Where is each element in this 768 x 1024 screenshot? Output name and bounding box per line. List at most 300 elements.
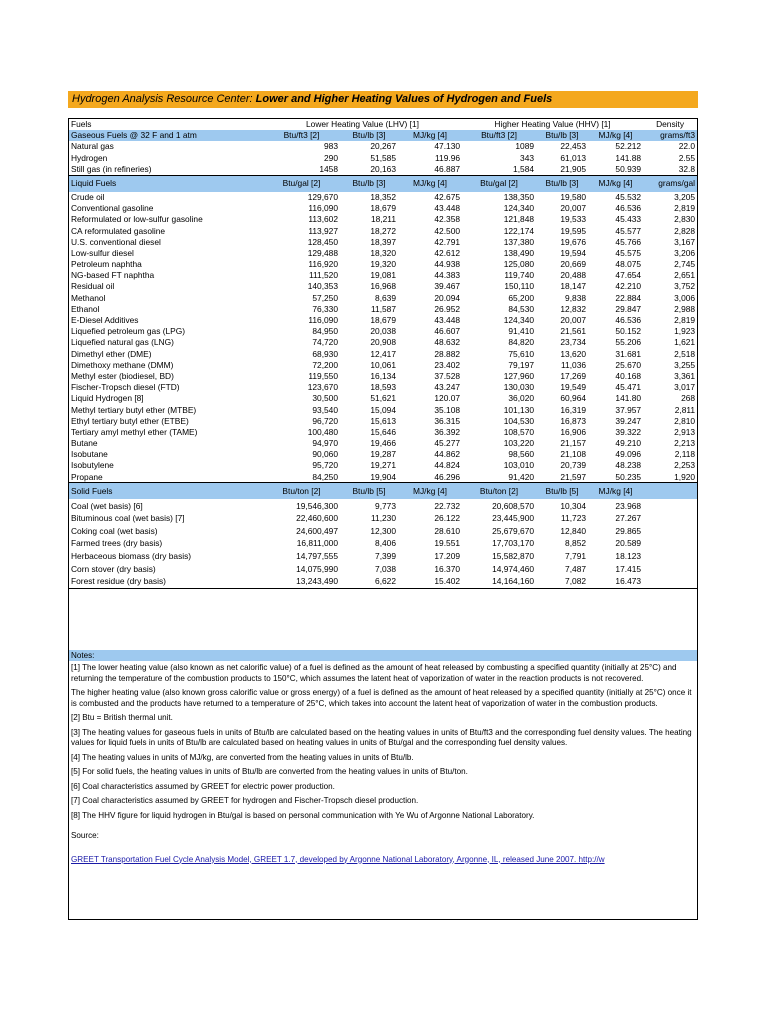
note-item: The higher heating value (also known gross calorific value or gross energy) of a fuel is defined as the amount of heat released by a specified quantity (initially at 25°C) once it is combusted and the products have returned to a temperature of 25°C, which takes into account the latent heat of vaporization of water in the combustion products. xyxy=(71,688,692,708)
hhv-value: 101,130 xyxy=(503,404,535,415)
hhv-value: 49.096 xyxy=(615,449,642,460)
fuel-row xyxy=(69,259,697,270)
hhv-value: 12,832 xyxy=(560,303,587,314)
fuel-row xyxy=(69,192,697,203)
fuel-name: Hydrogen xyxy=(71,152,108,163)
gaseous-unit-header: Btu/ft3 [2] xyxy=(263,130,340,141)
lhv-value: 120.07 xyxy=(434,393,461,404)
gaseous-section-label: Gaseous Fuels @ 32 F and 1 atm xyxy=(69,130,263,141)
lhv-value: 46.607 xyxy=(434,326,461,337)
gaseous-unit-header: Btu/ft3 [2] xyxy=(462,130,536,141)
fuel-name: Reformulated or low-sulfur gasoline xyxy=(71,214,203,225)
fuel-row xyxy=(69,415,697,426)
gaseous-unit-header: grams/ft3 xyxy=(643,130,697,141)
lhv-value: 11,587 xyxy=(371,303,396,314)
hhv-value: 21,108 xyxy=(560,449,587,460)
density-value: 22.0 xyxy=(678,141,696,152)
fuel-row xyxy=(69,225,697,236)
hhv-value: 65,200 xyxy=(508,292,535,303)
lhv-value: 15.402 xyxy=(398,575,462,588)
fuel-row xyxy=(69,326,697,337)
lhv-value: 24,600,497 xyxy=(296,525,338,536)
fuel-name: Isobutane xyxy=(71,449,108,460)
hhv-value: 19,595 xyxy=(560,225,587,236)
lhv-value: 47.130 xyxy=(434,141,461,152)
source-link[interactable]: GREET Transportation Fuel Cycle Analysis Model, GREET 1.7, developed by Argonne National Laboratory, Argonne, IL, released June 2007. http://w xyxy=(71,854,605,864)
density-value: 1,923 xyxy=(674,326,696,337)
heating-values-sheet xyxy=(68,118,698,920)
lhv-value: 111,520 xyxy=(308,270,338,281)
lhv-value: 1458 xyxy=(263,163,340,175)
solid-unit-header: Btu/lb [5] xyxy=(536,483,588,500)
fuel-name: Crude oil xyxy=(71,191,105,202)
lhv-value: 18,593 xyxy=(370,382,396,393)
lhv-value: 36.392 xyxy=(434,426,461,437)
lhv-value: 18,272 xyxy=(370,225,396,236)
density-value: 32.8 xyxy=(643,163,697,175)
lhv-value: 42.612 xyxy=(434,247,461,258)
hhv-value: 29.865 xyxy=(615,525,642,536)
lhv-value: 19,546,300 xyxy=(296,500,338,511)
lhv-value: 7,038 xyxy=(375,563,396,574)
lhv-value: 9,773 xyxy=(375,500,396,511)
density-value: 2,213 xyxy=(674,438,696,449)
hhv-value: 16,873 xyxy=(560,415,587,426)
hhv-value: 45.575 xyxy=(615,247,642,258)
lhv-value: 13,243,490 xyxy=(263,575,340,588)
density-value: 1,621 xyxy=(674,337,696,348)
lhv-value: 113,602 xyxy=(308,214,338,225)
hhv-value: 25.670 xyxy=(615,359,642,370)
lhv-value: 20.094 xyxy=(434,292,461,303)
fuel-name: Butane xyxy=(71,438,98,449)
hhv-value: 150,110 xyxy=(504,281,535,292)
hhv-value: 39.247 xyxy=(615,415,642,426)
hhv-value: 17.415 xyxy=(615,563,642,574)
lhv-value: 18,397 xyxy=(370,236,396,247)
lhv-value: 11,230 xyxy=(371,513,396,524)
fuel-name: Liquefied petroleum gas (LPG) xyxy=(71,326,186,337)
note-item: [3] The heating values for gaseous fuels in units of Btu/lb are calculated based on the heating values in units of Btu/ft3 and the corresponding fuel density values. The heating values for liquid fuels in units of Btu/lb are calculated based on heating values in units of Btu/gal and the corresponding fuel density values. xyxy=(71,727,692,747)
lhv-value: 96,720 xyxy=(312,415,338,426)
lhv-value: 116,090 xyxy=(308,203,338,214)
density-value: 2,819 xyxy=(674,203,696,214)
lhv-value: 44.383 xyxy=(434,270,461,281)
hhv-value: 45.471 xyxy=(615,382,642,393)
fuel-row xyxy=(69,292,697,303)
fuel-name: Methyl tertiary butyl ether (MTBE) xyxy=(71,404,197,415)
fuel-row xyxy=(69,427,697,438)
fuel-row xyxy=(69,163,697,175)
fuel-name: Herbaceous biomass (dry basis) xyxy=(71,550,192,561)
hhv-value: 19,549 xyxy=(560,382,587,393)
lhv-value: 42.791 xyxy=(434,236,461,247)
lhv-value: 18,211 xyxy=(371,214,396,225)
fuel-name: Ethanol xyxy=(71,303,100,314)
lhv-value: 14,075,990 xyxy=(296,563,338,574)
lhv-value: 290 xyxy=(324,152,338,163)
hhv-value: 19,580 xyxy=(560,191,587,202)
hhv-value: 19,594 xyxy=(560,247,587,258)
hhv-value: 50.235 xyxy=(588,471,643,483)
hhv-value: 127,960 xyxy=(503,370,535,381)
hhv-value: 21,597 xyxy=(536,471,588,483)
gaseous-unit-header: MJ/kg [4] xyxy=(398,130,462,141)
hhv-value: 23,445,900 xyxy=(492,513,535,524)
fuel-row xyxy=(69,236,697,247)
lhv-value: 119.96 xyxy=(435,152,461,163)
lhv-value: 123,670 xyxy=(307,382,338,393)
hhv-value: 23.968 xyxy=(615,500,642,511)
lhv-value: 19,271 xyxy=(370,460,396,471)
fuel-name: Coking coal (wet basis) xyxy=(71,525,158,536)
lhv-value: 39.467 xyxy=(434,281,461,292)
hhv-value: 7,487 xyxy=(565,563,587,574)
note-item: [1] The lower heating value (also known as net calorific value) of a fuel is defined as the amount of heat released by combusting a specified quantity (initially at 25°C) and returning the temperature of the combustion products to 150°C, which assumes the latent heat of vaporization of water in the reaction products is not recovered. xyxy=(71,663,677,683)
lhv-value: 12,417 xyxy=(370,348,396,359)
lhv-value: 44.938 xyxy=(434,259,461,270)
lhv-value: 19,466 xyxy=(370,438,396,449)
fuel-row xyxy=(69,404,697,415)
header-row xyxy=(69,119,697,130)
hhv-value: 10,304 xyxy=(560,500,587,511)
hhv-value: 40.168 xyxy=(615,370,642,381)
density-value: 2,810 xyxy=(674,415,696,426)
fuel-name: Propane xyxy=(69,471,263,483)
hhv-value: 18,147 xyxy=(560,281,587,292)
lhv-value: 44.824 xyxy=(434,460,461,471)
lhv-value: 18,352 xyxy=(370,191,396,202)
hhv-value: 138,490 xyxy=(503,247,535,258)
solid-unit-header xyxy=(643,483,697,500)
hhv-value: 11,036 xyxy=(561,359,587,370)
density-value: 3,167 xyxy=(674,236,696,247)
lhv-value: 128,450 xyxy=(307,236,338,247)
hhv-value: 61,013 xyxy=(560,152,587,163)
hhv-value: 15,582,870 xyxy=(492,550,535,561)
lhv-value: 10,061 xyxy=(370,359,396,370)
lhv-value: 57,250 xyxy=(312,292,338,303)
lhv-value: 94,970 xyxy=(312,438,338,449)
lhv-value: 19.551 xyxy=(434,538,461,549)
lhv-value: 84,950 xyxy=(312,326,338,337)
lhv-value: 42.675 xyxy=(434,191,461,202)
lhv-value: 129,670 xyxy=(307,191,338,202)
density-value: 3,752 xyxy=(674,281,696,292)
fuel-row xyxy=(69,281,697,292)
fuel-row xyxy=(69,248,697,259)
hhv-value: 130,030 xyxy=(503,382,535,393)
hhv-value: 21,157 xyxy=(560,438,587,449)
hhv-value: 49.210 xyxy=(615,438,642,449)
hhv-value: 119,740 xyxy=(504,270,535,281)
hhv-value: 42.210 xyxy=(615,281,642,292)
hhv-value: 75,610 xyxy=(508,348,535,359)
note-item: [2] Btu = British thermal unit. xyxy=(71,713,173,722)
hhv-value: 91,420 xyxy=(462,471,536,483)
hhv-value: 29.847 xyxy=(615,303,642,314)
fuel-row xyxy=(69,348,697,359)
lhv-value: 20,038 xyxy=(370,326,396,337)
fuel-name: Liquid Hydrogen [8] xyxy=(71,393,144,404)
fuel-row xyxy=(69,382,697,393)
lhv-value: 18,679 xyxy=(370,315,396,326)
gaseous-section-header xyxy=(69,130,697,141)
lhv-value: 30,500 xyxy=(312,393,338,404)
lhv-value: 90,060 xyxy=(312,449,338,460)
hhv-value: 19,676 xyxy=(560,236,587,247)
liquid-unit-header: Btu/lb [3] xyxy=(340,175,398,192)
hhv-value: 31.681 xyxy=(615,348,642,359)
lhv-value: 15,094 xyxy=(370,404,396,415)
hhv-value: 124,340 xyxy=(503,203,535,214)
hhv-value: 7,082 xyxy=(536,575,588,588)
fuel-row xyxy=(69,575,697,588)
lhv-value: 23.402 xyxy=(434,359,461,370)
lhv-value: 42.358 xyxy=(434,214,461,225)
notes-list xyxy=(69,663,697,821)
lhv-value: 8,406 xyxy=(375,538,396,549)
lhv-value: 44.862 xyxy=(434,449,461,460)
density-value: 2,811 xyxy=(674,404,696,415)
density-value: 2,828 xyxy=(674,225,696,236)
hhv-value: 343 xyxy=(520,152,535,163)
lhv-value: 140,353 xyxy=(307,281,338,292)
solid-unit-header: Btu/lb [5] xyxy=(340,483,398,500)
note-item: [7] Coal characteristics assumed by GREET for hydrogen and Fischer-Tropsch diesel production. xyxy=(71,796,419,805)
lhv-value: 116,920 xyxy=(308,259,338,270)
gaseous-unit-header: MJ/kg [4] xyxy=(588,130,643,141)
lhv-value: 26.952 xyxy=(434,303,461,314)
fuel-name: Methyl ester (biodiesel, BD) xyxy=(71,370,174,381)
source-label: Source: xyxy=(71,831,99,840)
solid-section-label: Solid Fuels xyxy=(69,483,263,500)
density-value: 3,017 xyxy=(674,382,696,393)
fuel-row xyxy=(69,525,697,538)
lhv-value: 116,090 xyxy=(308,315,338,326)
density-value: 1,920 xyxy=(643,471,697,483)
hhv-value: 14,974,460 xyxy=(492,563,535,574)
banner-title: Lower and Higher Heating Values of Hydrogen and Fuels xyxy=(255,93,553,105)
lhv-value: 26.122 xyxy=(434,513,461,524)
fuel-row xyxy=(69,214,697,225)
density-value: 2.55 xyxy=(678,152,696,163)
fuels-header: Fuels xyxy=(71,119,92,130)
hhv-value: 20,488 xyxy=(560,270,587,281)
fuel-name: Ethyl tertiary butyl ether (ETBE) xyxy=(71,415,189,426)
lhv-value: 42.500 xyxy=(434,225,461,236)
lhv-value: 46.296 xyxy=(398,471,462,483)
hhv-value: 18.123 xyxy=(615,550,642,561)
fuel-row xyxy=(69,562,697,575)
fuel-row xyxy=(69,337,697,348)
lhv-value: 12,300 xyxy=(370,525,396,536)
fuel-name: CA reformulated gasoline xyxy=(71,225,166,236)
hhv-value: 50.939 xyxy=(588,163,643,175)
hhv-value: 1,584 xyxy=(462,163,536,175)
liquid-unit-header: Btu/gal [2] xyxy=(263,175,340,192)
liquid-unit-header: MJ/kg [4] xyxy=(398,175,462,192)
hhv-value: 39.322 xyxy=(615,426,642,437)
density-value: 3,205 xyxy=(674,191,696,202)
lhv-value: 48.632 xyxy=(434,337,461,348)
lhv-value: 72,200 xyxy=(312,359,338,370)
lhv-value: 18,679 xyxy=(370,203,396,214)
density-value: 2,913 xyxy=(674,426,696,437)
density-value: 268 xyxy=(681,393,696,404)
density-value: 2,651 xyxy=(674,270,696,281)
hhv-value: 79,197 xyxy=(508,359,535,370)
hhv-value: 138,350 xyxy=(503,191,535,202)
lhv-value: 15,613 xyxy=(370,415,396,426)
lhv-value: 22.732 xyxy=(434,500,461,511)
hhv-value: 45.766 xyxy=(615,236,642,247)
hhv-value: 14,164,160 xyxy=(462,575,536,588)
fuel-row xyxy=(69,203,697,214)
hhv-value: 47.654 xyxy=(615,270,642,281)
liquid-unit-header: Btu/gal [2] xyxy=(462,175,536,192)
hhv-value: 104,530 xyxy=(503,415,535,426)
hhv-value: 50.152 xyxy=(615,326,642,337)
density-value xyxy=(643,575,697,588)
hhv-value: 141.88 xyxy=(615,152,642,163)
lhv-value: 36.315 xyxy=(434,415,461,426)
hhv-value: 91,410 xyxy=(508,326,535,337)
fuel-name: Low-sulfur diesel xyxy=(71,247,134,258)
hhv-value: 98,560 xyxy=(508,449,535,460)
density-value xyxy=(643,537,697,550)
banner-prefix: Hydrogen Analysis Resource Center: xyxy=(72,93,256,105)
fuel-name: Conventional gasoline xyxy=(71,203,154,214)
density-value: 2,518 xyxy=(674,348,696,359)
lhv-value: 93,540 xyxy=(312,404,338,415)
fuel-row xyxy=(69,141,697,152)
fuel-name: Fischer-Tropsch diesel (FTD) xyxy=(71,382,180,393)
fuel-name: Liquefied natural gas (LNG) xyxy=(71,337,174,348)
lhv-value: 19,287 xyxy=(370,449,396,460)
fuel-row xyxy=(69,537,697,550)
hhv-value: 60,964 xyxy=(560,393,587,404)
hhv-header: Higher Heating Value (HHV) [1] xyxy=(494,119,611,130)
fuel-row xyxy=(69,512,697,525)
lhv-value: 28.610 xyxy=(434,525,461,536)
hhv-value: 11,723 xyxy=(561,513,587,524)
solid-unit-header: Btu/ton [2] xyxy=(462,483,536,500)
hhv-value: 7,791 xyxy=(565,550,587,561)
hhv-value: 8,852 xyxy=(565,538,587,549)
lhv-value: 37.528 xyxy=(434,370,461,381)
fuel-name: Natural gas xyxy=(71,141,114,152)
lhv-value: 15,646 xyxy=(370,426,396,437)
hhv-value: 19,533 xyxy=(560,214,587,225)
lhv-value: 22,460,600 xyxy=(296,513,338,524)
density-value: 2,118 xyxy=(674,449,696,460)
lhv-value: 19,320 xyxy=(370,259,396,270)
lhv-header: Lower Heating Value (LHV) [1] xyxy=(306,119,419,130)
hhv-value: 27.267 xyxy=(615,513,642,524)
hhv-value: 45.532 xyxy=(615,191,642,202)
hhv-value: 45.433 xyxy=(615,214,642,225)
fuel-row xyxy=(69,449,697,460)
lhv-value: 35.108 xyxy=(434,404,461,415)
hhv-value: 84,530 xyxy=(508,303,535,314)
hhv-value: 16,906 xyxy=(560,426,587,437)
solid-unit-header: MJ/kg [4] xyxy=(588,483,643,500)
hhv-value: 9,838 xyxy=(565,292,587,303)
hhv-value: 103,220 xyxy=(503,438,535,449)
lhv-value: 7,399 xyxy=(375,550,396,561)
solid-section-header xyxy=(69,483,697,500)
hhv-value: 124,340 xyxy=(503,315,535,326)
liquid-section-header xyxy=(69,175,697,192)
hhv-value: 20.589 xyxy=(615,538,642,549)
lhv-value: 76,330 xyxy=(312,303,338,314)
lhv-value: 6,622 xyxy=(340,575,398,588)
fuel-row xyxy=(69,359,697,370)
fuel-row xyxy=(69,438,697,449)
lhv-value: 20,163 xyxy=(340,163,398,175)
hhv-value: 52.212 xyxy=(615,141,642,152)
lhv-value: 16,811,000 xyxy=(296,538,338,549)
lhv-value: 45.277 xyxy=(434,438,461,449)
density-value: 2,988 xyxy=(674,303,696,314)
hhv-value: 1089 xyxy=(515,141,535,152)
lhv-value: 20,908 xyxy=(370,337,396,348)
fuel-name: Farmed trees (dry basis) xyxy=(71,538,163,549)
fuel-name: Residual oil xyxy=(71,281,115,292)
density-value xyxy=(643,550,697,563)
liquid-unit-header: Btu/lb [3] xyxy=(536,175,588,192)
lhv-value: 129,488 xyxy=(307,247,338,258)
liquid-unit-header: MJ/kg [4] xyxy=(588,175,643,192)
hhv-value: 45.577 xyxy=(615,225,642,236)
hhv-value: 20,007 xyxy=(560,315,587,326)
lhv-value: 43.448 xyxy=(434,315,461,326)
hhv-value: 16.473 xyxy=(588,575,643,588)
fuel-name: Forest residue (dry basis) xyxy=(69,575,263,588)
lhv-value: 51,621 xyxy=(370,393,396,404)
hhv-value: 48.075 xyxy=(615,259,642,270)
fuel-name: U.S. conventional diesel xyxy=(71,236,161,247)
lhv-value: 100,480 xyxy=(307,426,338,437)
fuel-name: Dimethoxy methane (DMM) xyxy=(71,359,174,370)
hhv-value: 21,905 xyxy=(536,163,588,175)
fuel-row xyxy=(69,499,697,512)
hhv-value: 12,840 xyxy=(560,525,587,536)
fuel-name: Petroleum naphtha xyxy=(71,259,142,270)
hhv-value: 16,319 xyxy=(560,404,587,415)
hhv-value: 22.884 xyxy=(615,292,642,303)
hhv-value: 13,620 xyxy=(560,348,587,359)
fuel-row xyxy=(69,152,697,163)
density-value xyxy=(643,499,697,512)
density-value xyxy=(643,562,697,575)
hhv-value: 20,608,570 xyxy=(492,500,535,511)
hhv-value: 23,734 xyxy=(560,337,587,348)
hhv-value: 22,453 xyxy=(560,141,587,152)
lhv-value: 43.448 xyxy=(434,203,461,214)
lhv-value: 95,720 xyxy=(312,460,338,471)
hhv-value: 121,848 xyxy=(503,214,535,225)
fuel-name: Still gas (in refineries) xyxy=(69,163,263,175)
density-value: 2,253 xyxy=(674,460,696,471)
page-title-banner xyxy=(68,91,698,108)
lhv-value: 14,797,555 xyxy=(296,550,338,561)
lhv-value: 983 xyxy=(324,141,338,152)
hhv-value: 37.957 xyxy=(615,404,642,415)
gaseous-unit-header: Btu/lb [3] xyxy=(536,130,588,141)
hhv-value: 36,020 xyxy=(508,393,535,404)
